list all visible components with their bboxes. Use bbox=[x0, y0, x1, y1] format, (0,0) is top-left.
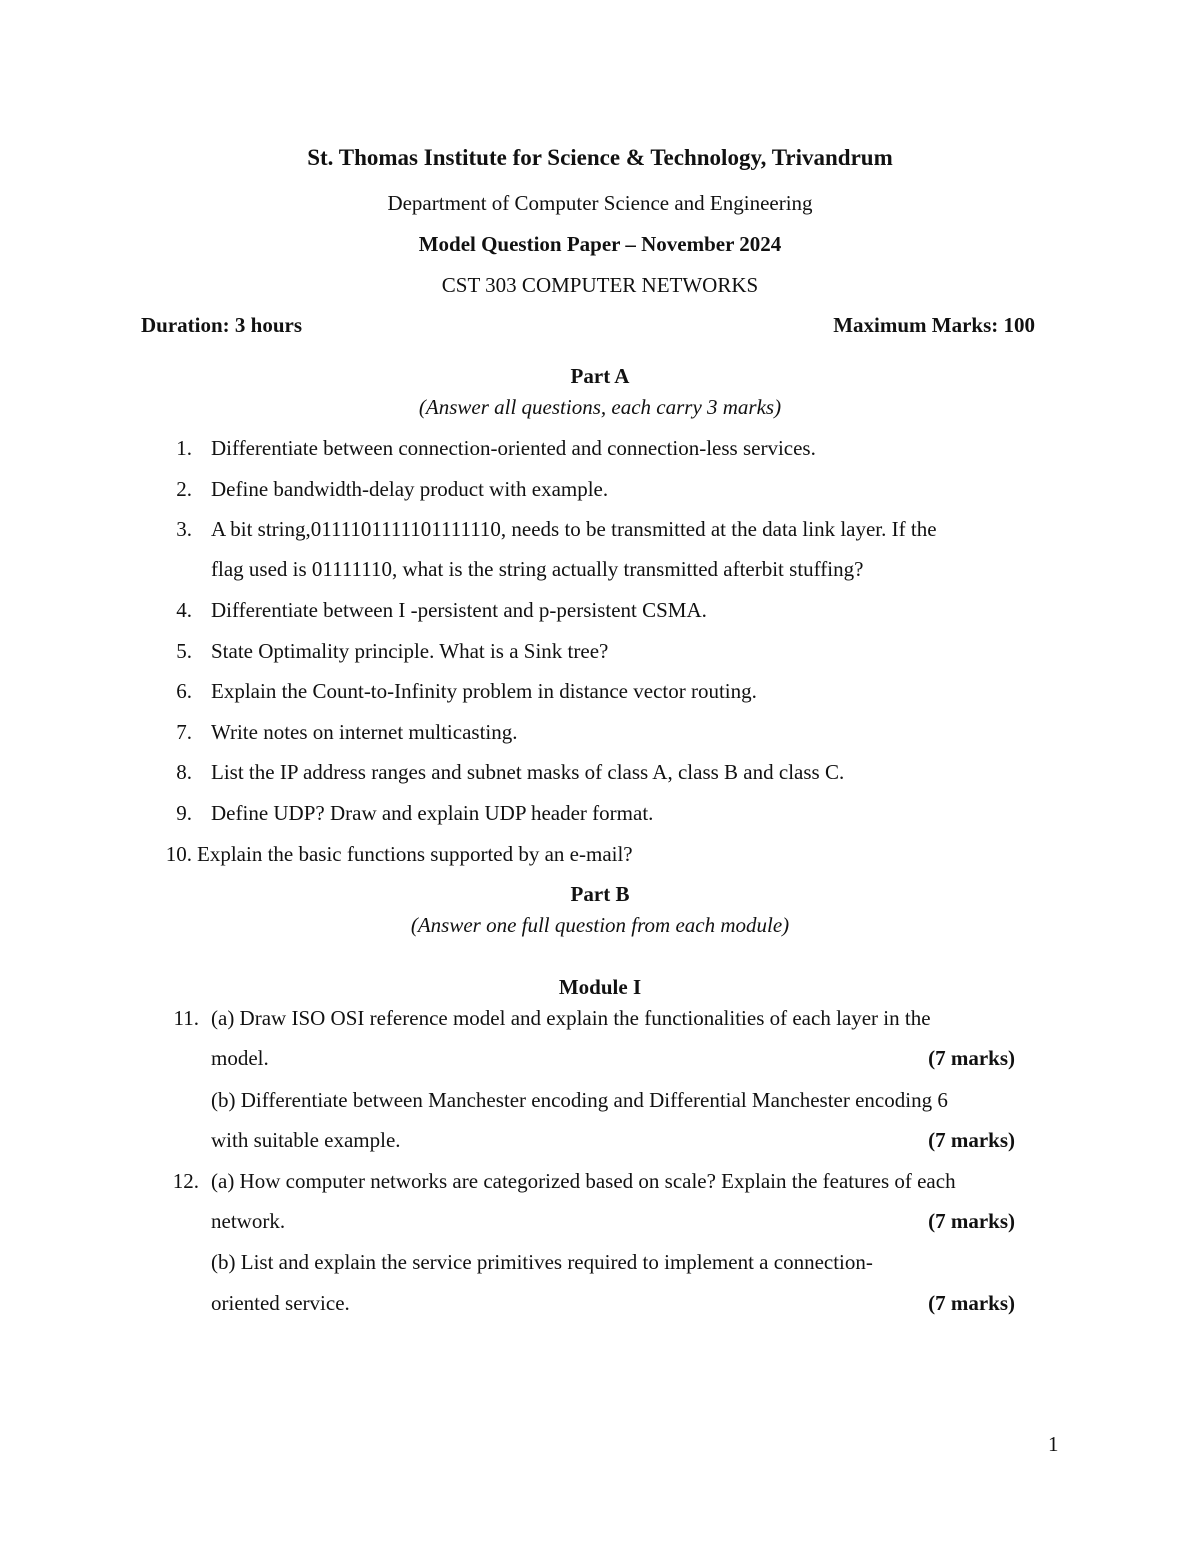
question-text: Write notes on internet multicasting. bbox=[211, 720, 518, 744]
question-text: Explain the basic functions supported by an e-mail? bbox=[197, 842, 633, 866]
exam-title: Model Question Paper – November 2024 bbox=[418, 232, 782, 256]
question-12a-text: (a) How computer networks are categorized based on scale? Explain the features of each bbox=[211, 1169, 956, 1193]
institute-name: St. Thomas Institute for Science & Technology, Trivandrum bbox=[307, 145, 893, 170]
question-number: 2. bbox=[176, 477, 192, 501]
question-text: Differentiate between connection-oriented and connection-less services. bbox=[211, 436, 816, 460]
max-marks: Maximum Marks: 100 bbox=[833, 313, 1035, 337]
marks-label: (7 marks) bbox=[928, 1291, 1015, 1315]
question-number: 4. bbox=[176, 598, 192, 622]
question-text: Define bandwidth-delay product with example. bbox=[211, 477, 609, 501]
question-number: 3. bbox=[176, 517, 192, 541]
question-number: 12. bbox=[172, 1169, 199, 1193]
question-text: A bit string,0111101111101111110, needs to be transmitted at the data link layer. If the bbox=[211, 517, 937, 541]
part-b-instruction: (Answer one full question from each module) bbox=[410, 913, 790, 937]
question-11b-text: (b) Differentiate between Manchester encoding and Differential Manchester encoding 6 bbox=[211, 1088, 948, 1112]
question-12b-text-continued: oriented service. bbox=[211, 1291, 350, 1315]
marks-label: (7 marks) bbox=[928, 1046, 1015, 1070]
question-text: List the IP address ranges and subnet masks of class A, class B and class C. bbox=[211, 760, 845, 784]
part-a-title: Part A bbox=[570, 364, 630, 388]
question-number: 6. bbox=[176, 679, 192, 703]
marks-label: (7 marks) bbox=[928, 1209, 1015, 1233]
course-title: CST 303 COMPUTER NETWORKS bbox=[441, 273, 759, 297]
question-text: Define UDP? Draw and explain UDP header format. bbox=[211, 801, 654, 825]
question-text: State Optimality principle. What is a Sink tree? bbox=[211, 639, 609, 663]
page-number: 1 bbox=[1048, 1432, 1059, 1456]
question-number: 5. bbox=[176, 639, 192, 663]
marks-label: (7 marks) bbox=[928, 1128, 1015, 1152]
department-name: Department of Computer Science and Engineering bbox=[387, 191, 813, 215]
question-12a-text-continued: network. bbox=[211, 1209, 286, 1233]
module-title: Module I bbox=[558, 975, 642, 999]
duration: Duration: 3 hours bbox=[141, 313, 303, 337]
question-12b-text: (b) List and explain the service primitives required to implement a connection- bbox=[211, 1250, 873, 1274]
question-number: 10. bbox=[165, 842, 192, 866]
question-number: 1. bbox=[176, 436, 192, 460]
question-11b-text-continued: with suitable example. bbox=[211, 1128, 401, 1152]
question-text-continued: flag used is 01111110, what is the string actually transmitted afterbit stuffing? bbox=[211, 557, 864, 581]
question-11a-text: (a) Draw ISO OSI reference model and explain the functionalities of each layer in the bbox=[211, 1006, 931, 1030]
question-number: 8. bbox=[176, 760, 192, 784]
question-number: 7. bbox=[176, 720, 192, 744]
part-b-title: Part B bbox=[570, 882, 630, 906]
part-a-instruction: (Answer all questions, each carry 3 marks) bbox=[418, 395, 782, 419]
question-text: Explain the Count-to-Infinity problem in distance vector routing. bbox=[211, 679, 757, 703]
question-number: 9. bbox=[176, 801, 192, 825]
question-11a-text-continued: model. bbox=[211, 1046, 269, 1070]
question-number: 11. bbox=[173, 1006, 199, 1030]
question-text: Differentiate between I -persistent and p-persistent CSMA. bbox=[211, 598, 707, 622]
